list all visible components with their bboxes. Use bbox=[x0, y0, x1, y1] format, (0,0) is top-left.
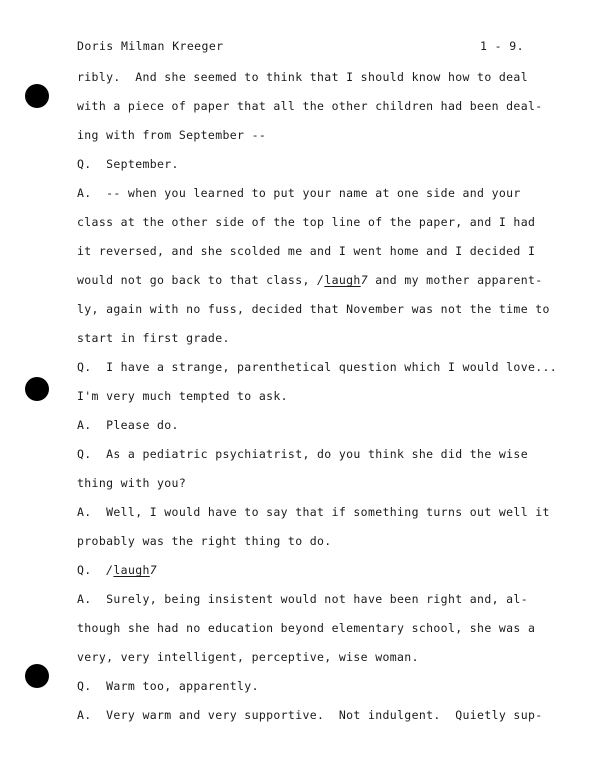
text-line: A. -- when you learned to put your name at one side and your bbox=[77, 186, 521, 200]
text-line: A. Very warm and very supportive. Not indulgent. Quietly sup- bbox=[77, 708, 543, 722]
text-line: it reversed, and she scolded me and I went home and I decided I bbox=[77, 244, 536, 258]
text-line: Q. As a pediatric psychiatrist, do you think she did the wise bbox=[77, 447, 528, 461]
text-line: Q. September. bbox=[77, 157, 179, 171]
laugh-annotation: /laugh7 bbox=[106, 563, 158, 577]
text-line: Q. Warm too, apparently. bbox=[77, 679, 259, 693]
punch-hole bbox=[25, 377, 49, 401]
text-line: Q. I have a strange, parenthetical question which I would love... bbox=[77, 360, 558, 374]
text-line: ribly. And she seemed to think that I should know how to deal bbox=[77, 70, 528, 84]
text-line: Q. /laugh7 bbox=[77, 563, 158, 577]
header-page-number: 1 - 9. bbox=[480, 39, 524, 53]
text-line: A. Well, I would have to say that if something turns out well it bbox=[77, 505, 550, 519]
text-line: ly, again with no fuss, decided that November was not the time to bbox=[77, 302, 550, 316]
punch-hole bbox=[25, 664, 49, 688]
text-line: would not go back to that class, /laugh7 and my mother apparent- bbox=[77, 273, 543, 287]
text-line: very, very intelligent, perceptive, wise woman. bbox=[77, 650, 419, 664]
text-line: A. Please do. bbox=[77, 418, 179, 432]
text-line: thing with you? bbox=[77, 476, 187, 490]
text-line: with a piece of paper that all the other children had been deal- bbox=[77, 99, 543, 113]
text-line: ing with from September -- bbox=[77, 128, 267, 142]
text-line: probably was the right thing to do. bbox=[77, 534, 332, 548]
text-line: I'm very much tempted to ask. bbox=[77, 389, 288, 403]
text-line: class at the other side of the top line of the paper, and I had bbox=[77, 215, 536, 229]
header-author-name: Doris Milman Kreeger bbox=[77, 39, 224, 53]
text-line: start in first grade. bbox=[77, 331, 230, 345]
text-line: A. Surely, being insistent would not have been right and, al- bbox=[77, 592, 528, 606]
laugh-annotation: /laugh7 bbox=[317, 273, 368, 287]
punch-hole bbox=[25, 84, 49, 108]
text-line: though she had no education beyond elementary school, she was a bbox=[77, 621, 536, 635]
